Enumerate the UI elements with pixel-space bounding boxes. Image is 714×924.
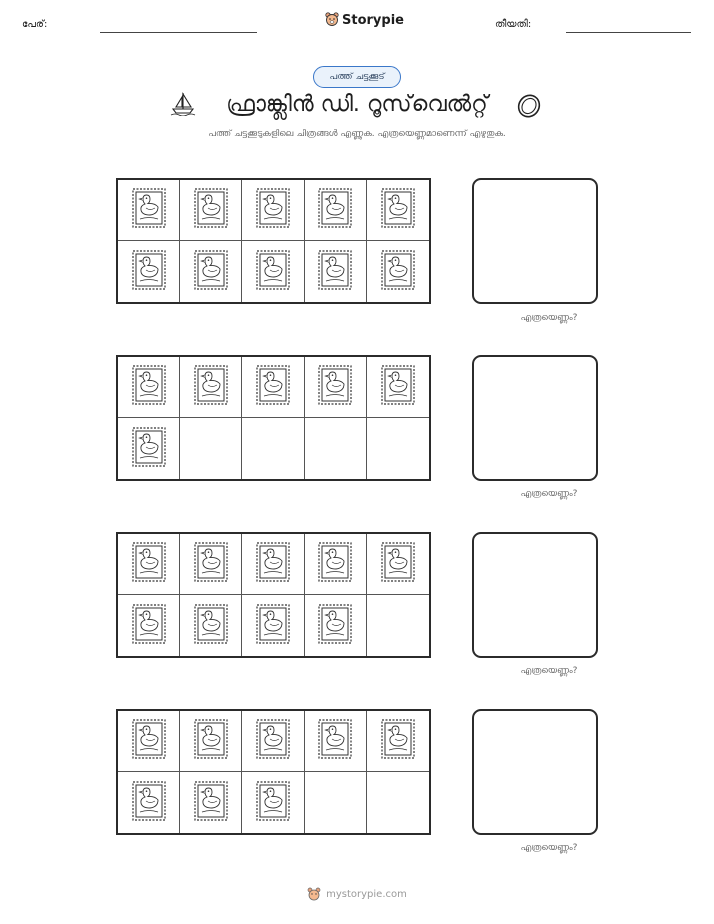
duck-stamp-icon xyxy=(316,602,354,650)
frame-cell xyxy=(118,595,180,656)
duck-stamp-icon xyxy=(316,186,354,234)
ten-frame-4 xyxy=(116,709,431,835)
duck-stamp-icon xyxy=(192,186,230,234)
frame-cell xyxy=(305,595,367,656)
duck-stamp-icon xyxy=(254,717,292,765)
duck-stamp-icon xyxy=(192,248,230,296)
frame-cell xyxy=(118,357,180,418)
answer-box-2[interactable] xyxy=(472,355,598,481)
duck-stamp-icon xyxy=(316,540,354,588)
duck-stamp-icon xyxy=(130,186,168,234)
frame-cell xyxy=(367,241,429,302)
frame-cell xyxy=(305,357,367,418)
duck-stamp-icon xyxy=(130,602,168,650)
frame-cell xyxy=(180,357,242,418)
frame-cell xyxy=(367,180,429,241)
duck-stamp-icon xyxy=(192,602,230,650)
duck-stamp-icon xyxy=(254,363,292,411)
instructions: പത്ത് ചട്ടക്കൂടുകളിലെ ചിത്രങ്ങൾ എണ്ണുക. എത്രയെണ്ണമാണെന്ന് എഴുതുക. xyxy=(208,129,506,139)
how-many-label-3: എത്രയെണ്ണം? xyxy=(520,666,578,676)
duck-stamp-icon xyxy=(192,779,230,827)
footer xyxy=(0,887,714,901)
duck-stamp-icon xyxy=(379,717,417,765)
frame-cell xyxy=(242,772,304,833)
frame-cell xyxy=(367,418,429,479)
frame-cell xyxy=(242,418,304,479)
frame-cell xyxy=(118,534,180,595)
answer-box-4[interactable] xyxy=(472,709,598,835)
frame-cell xyxy=(180,772,242,833)
frame-cell xyxy=(367,595,429,656)
answer-box-3[interactable] xyxy=(472,532,598,658)
frame-cell xyxy=(242,711,304,772)
storypie-logo xyxy=(325,12,404,28)
frame-cell xyxy=(367,357,429,418)
duck-stamp-icon xyxy=(379,363,417,411)
frame-cell xyxy=(180,241,242,302)
frame-cell xyxy=(118,180,180,241)
duck-stamp-icon xyxy=(130,425,168,473)
how-many-label-4: എത്രയെണ്ണം? xyxy=(520,843,578,853)
frame-cell xyxy=(242,241,304,302)
duck-stamp-icon xyxy=(192,717,230,765)
frame-cell xyxy=(118,772,180,833)
duck-stamp-icon xyxy=(316,717,354,765)
duck-stamp-icon xyxy=(130,363,168,411)
worksheet-type-badge: പത്ത് ചട്ടക്കൂട് xyxy=(313,66,401,88)
duck-stamp-icon xyxy=(379,186,417,234)
logo-text: Storypie xyxy=(342,12,404,28)
duck-stamp-icon xyxy=(130,540,168,588)
frame-cell xyxy=(180,595,242,656)
duck-stamp-icon xyxy=(254,186,292,234)
date-label: തീയതി: xyxy=(495,19,532,30)
frame-cell xyxy=(305,772,367,833)
frame-cell xyxy=(180,711,242,772)
frame-cell xyxy=(367,534,429,595)
name-label: പേര്: xyxy=(22,19,48,30)
how-many-label-2: എത്രയെണ്ണം? xyxy=(520,489,578,499)
frame-cell xyxy=(242,357,304,418)
footer-url[interactable]: mystorypie.com xyxy=(326,888,407,900)
frame-cell xyxy=(180,180,242,241)
frame-cell xyxy=(242,595,304,656)
duck-stamp-icon xyxy=(130,779,168,827)
duck-stamp-icon xyxy=(192,363,230,411)
frame-cell xyxy=(305,180,367,241)
how-many-label-1: എത്രയെണ്ണം? xyxy=(520,313,578,323)
duck-stamp-icon xyxy=(316,363,354,411)
name-line[interactable] xyxy=(100,32,257,33)
frame-cell xyxy=(305,711,367,772)
duck-stamp-icon xyxy=(130,248,168,296)
bear-mascot-icon xyxy=(325,12,339,28)
duck-stamp-icon xyxy=(254,248,292,296)
frame-cell xyxy=(367,772,429,833)
date-line[interactable] xyxy=(566,32,691,33)
frame-cell xyxy=(118,418,180,479)
frame-cell xyxy=(180,418,242,479)
frame-cell xyxy=(242,180,304,241)
duck-stamp-icon xyxy=(254,540,292,588)
frame-cell xyxy=(305,418,367,479)
ten-frame-3 xyxy=(116,532,431,658)
duck-stamp-icon xyxy=(254,779,292,827)
frame-cell xyxy=(118,241,180,302)
ten-frame-1 xyxy=(116,178,431,304)
frame-cell xyxy=(180,534,242,595)
duck-stamp-icon xyxy=(316,248,354,296)
duck-stamp-icon xyxy=(379,248,417,296)
frame-cell xyxy=(305,534,367,595)
page-title: ഫ്രാങ്ക്ലിൻ ഡി. റൂസ്‌വെൽറ്റ് xyxy=(226,92,488,117)
duck-stamp-icon xyxy=(379,540,417,588)
answer-box-1[interactable] xyxy=(472,178,598,304)
duck-stamp-icon xyxy=(130,717,168,765)
duck-stamp-icon xyxy=(192,540,230,588)
frame-cell xyxy=(242,534,304,595)
bear-mascot-icon xyxy=(307,887,321,901)
ten-frame-2 xyxy=(116,355,431,481)
frame-cell xyxy=(367,711,429,772)
ring-icon xyxy=(514,93,544,119)
duck-stamp-icon xyxy=(254,602,292,650)
frame-cell xyxy=(305,241,367,302)
frame-cell xyxy=(118,711,180,772)
